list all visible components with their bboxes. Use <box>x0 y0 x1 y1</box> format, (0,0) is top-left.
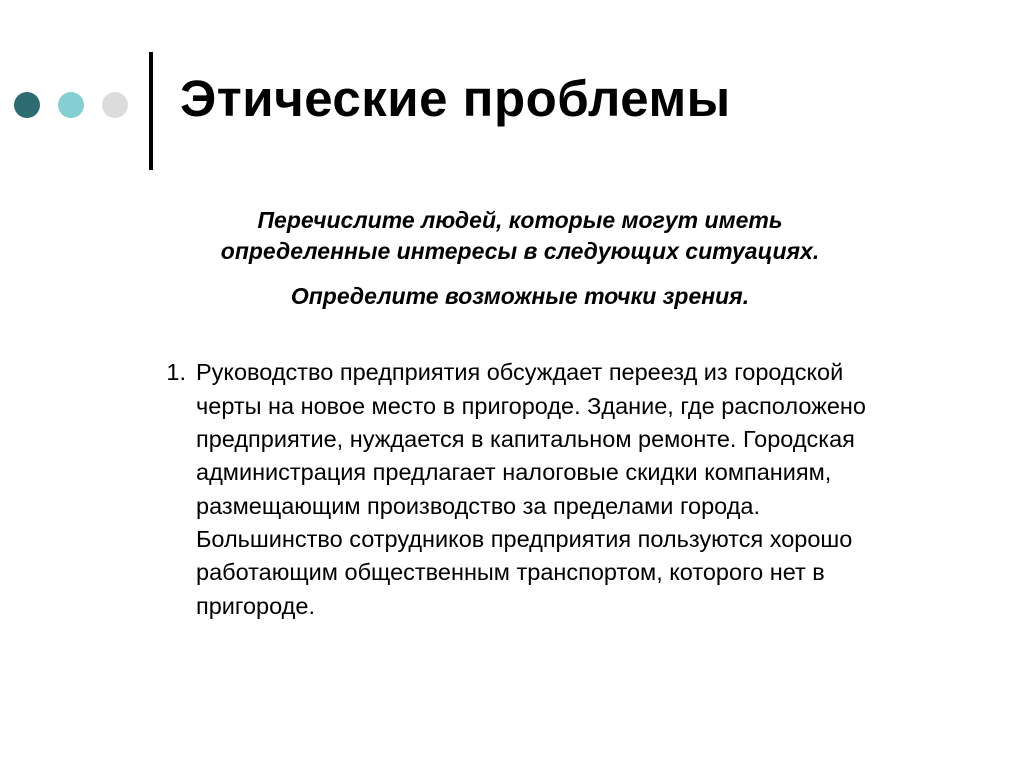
list-item <box>150 356 890 623</box>
list-item-number: 1. <box>166 359 186 386</box>
title-divider <box>149 52 153 170</box>
circle-dot-icon <box>102 92 128 118</box>
circle-dot-icon <box>58 92 84 118</box>
lead-paragraph-1: Перечислите людей, которые могут иметь определенные интересы в следующих ситуациях. <box>220 207 820 265</box>
numbered-list <box>150 356 890 623</box>
circle-dot-icon <box>14 92 40 118</box>
decorative-dots <box>14 92 128 118</box>
slide-header <box>0 52 1024 170</box>
slide-body <box>150 205 890 623</box>
list-item-text: Руководство предприятия обсуждает переезд из городской черты на новое место в пригороде. Здание, где расположено предприятие, нуждается в капитальном ремонте. Городская администрация предлагает налоговые скидки компаниям, размещающим производство за пределами города. Большинство сотрудников предприятия пользуются хорошо работающим общественным транспортом, которого нет в пригороде. <box>196 359 866 619</box>
page-title: Этические проблемы <box>180 70 731 127</box>
lead-paragraph-2: Определите возможные точки зрения. <box>290 283 750 310</box>
